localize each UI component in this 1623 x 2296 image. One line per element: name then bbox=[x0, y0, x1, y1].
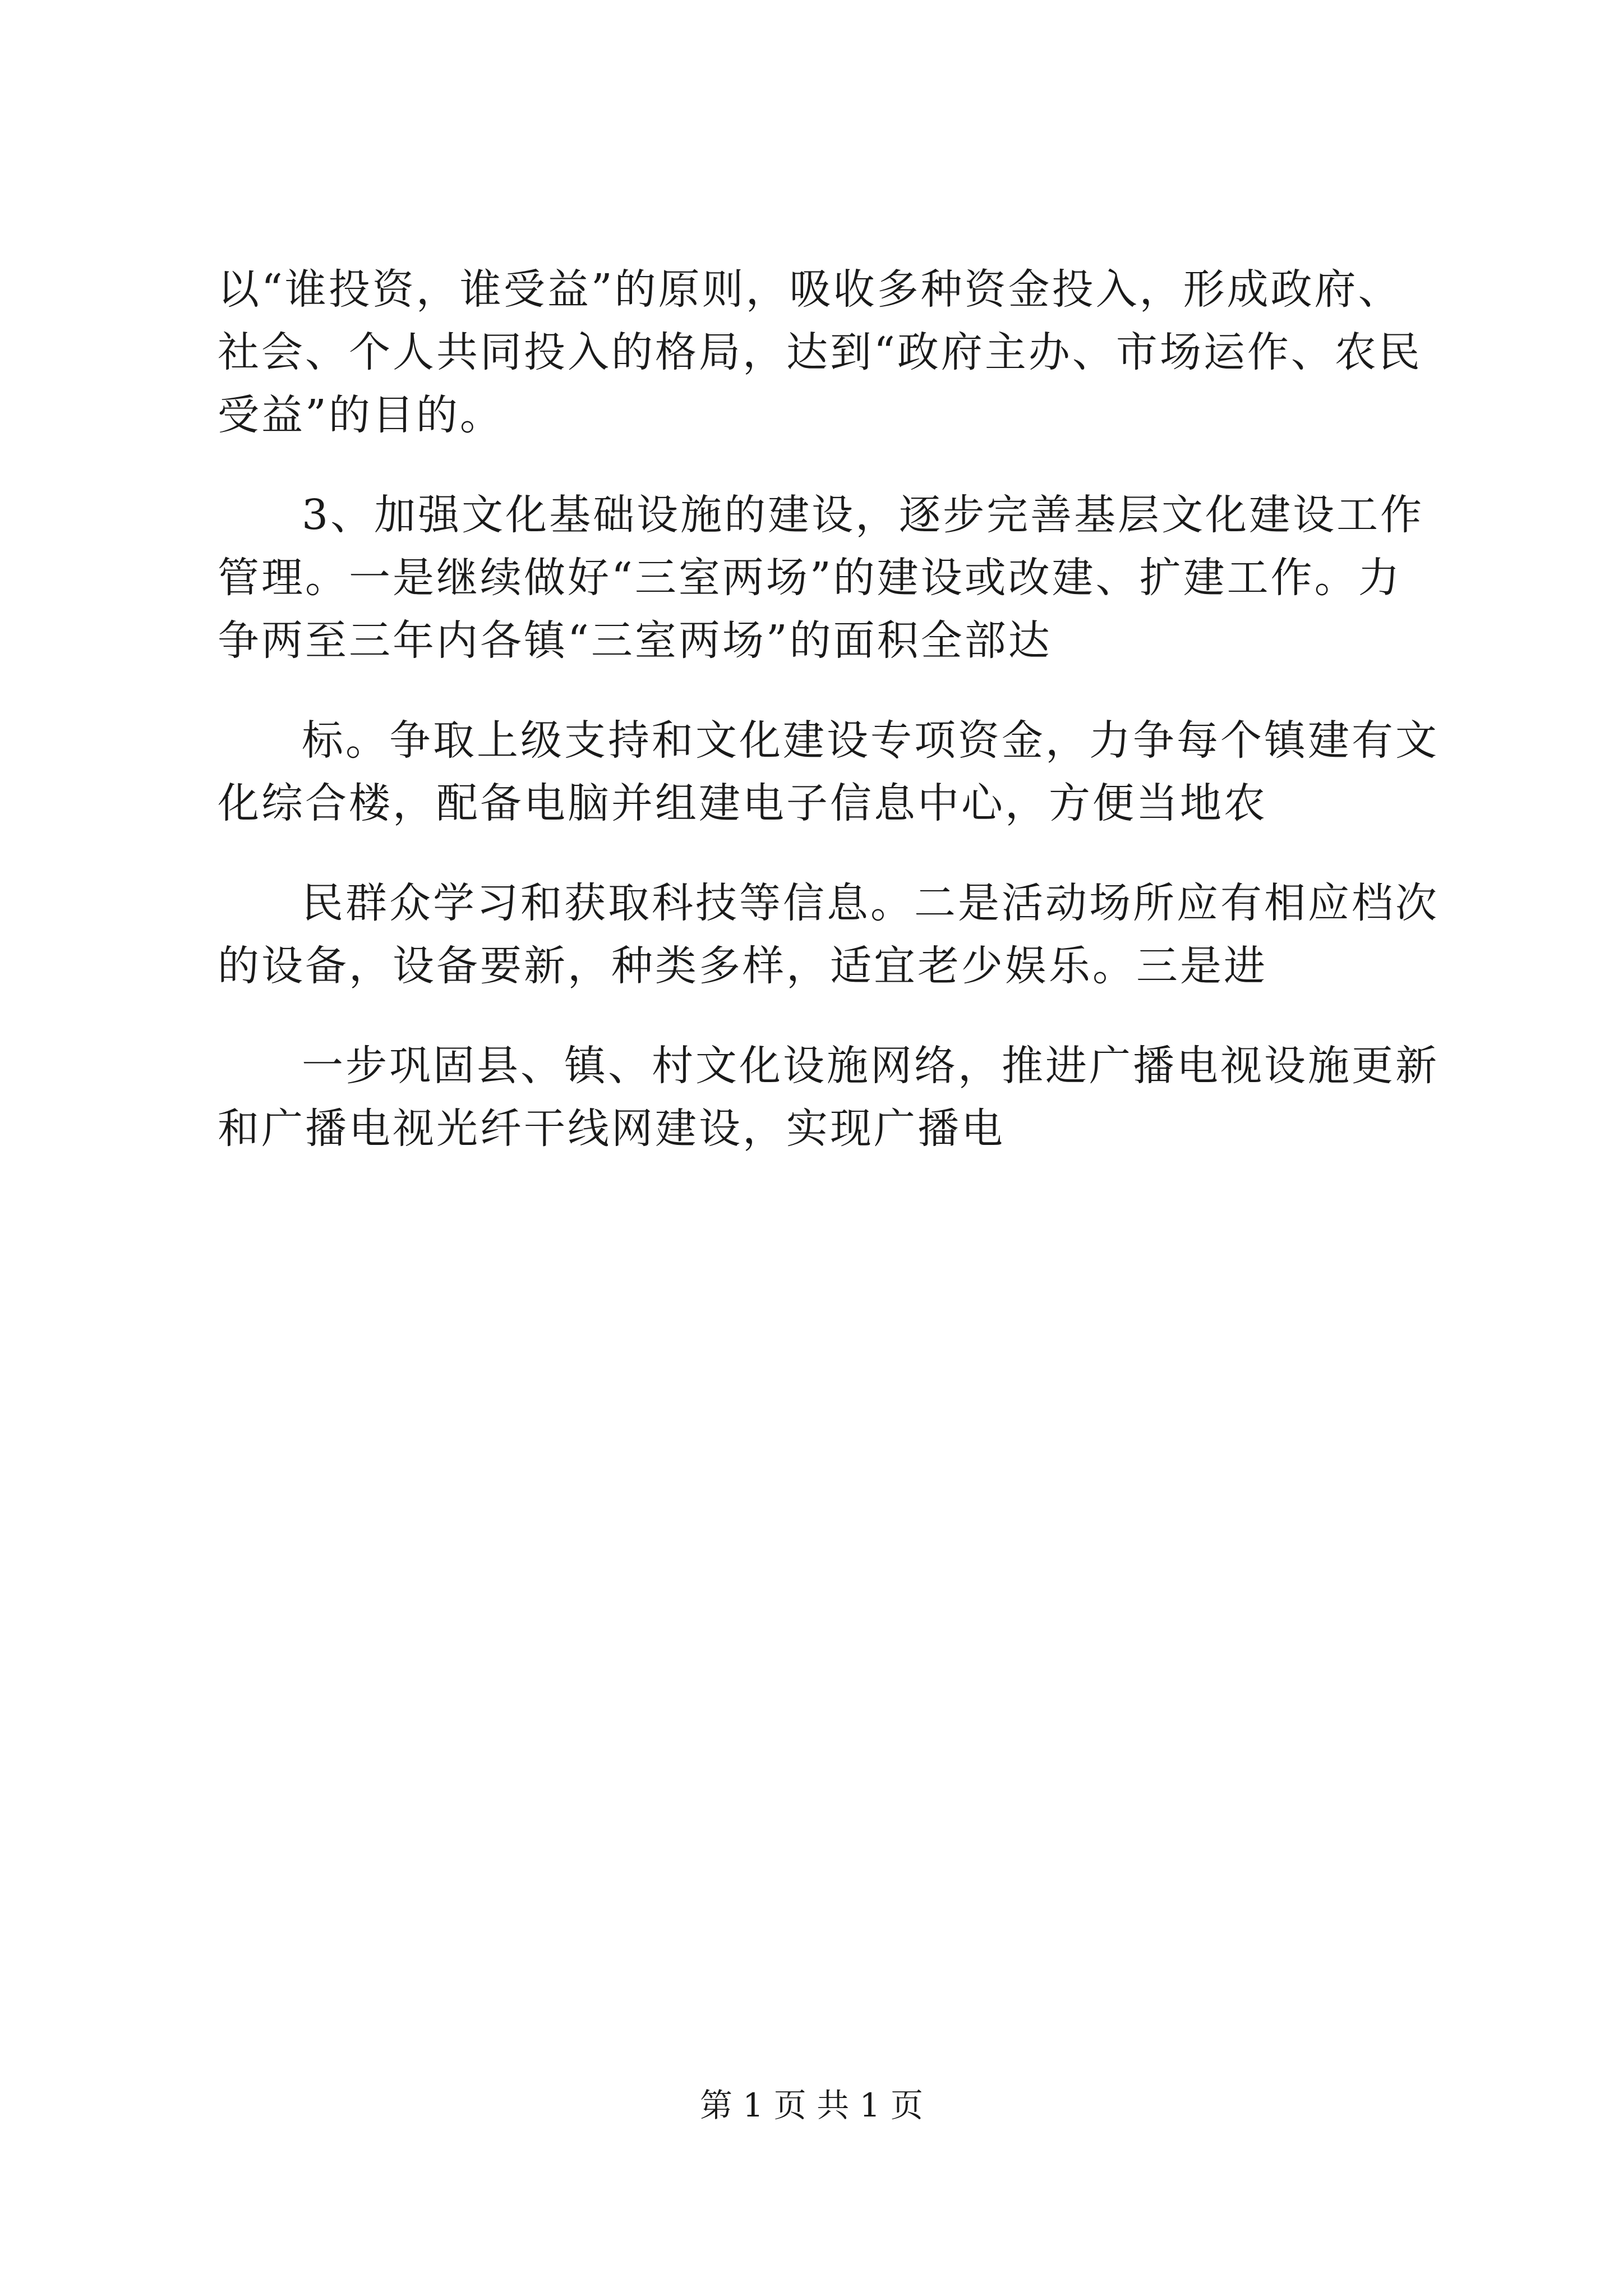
page-footer: 第 1 页 共 1 页 bbox=[700, 2086, 923, 2124]
document-body bbox=[218, 258, 1440, 1160]
text-line: 民群众学习和获取科技等信息。二是活动场所应有相应档次 bbox=[302, 879, 1439, 927]
text-line: 受益”的目的。 bbox=[218, 391, 504, 439]
text-line: 争两至三年内各镇“三室两场”的面积全部达 bbox=[218, 616, 1052, 665]
text-line: 以“谁投资，谁受益”的原则，吸收多种资金投入，形成政府、 bbox=[218, 265, 1402, 314]
text-line: 化综合楼，配备电脑并组建电子信息中心，方便当地农 bbox=[218, 779, 1267, 827]
text-line: 管理。一是继续做好“三室两场”的建设或改建、扩建工作。力 bbox=[218, 554, 1402, 602]
text-line: 和广播电视光纤干线网建设，实现广播电 bbox=[218, 1105, 1005, 1153]
text-line: 3、加强文化基础设施的建设，逐步完善基层文化建设工作 bbox=[302, 491, 1424, 539]
text-line: 的设备，设备要新，种类多样，适宜老少娱乐。三是进 bbox=[218, 942, 1267, 990]
text-line: 社会、个人共同投入的格局，达到“政府主办、市场运作、农民 bbox=[218, 328, 1422, 376]
text-line: 标。争取上级支持和文化建设专项资金，力争每个镇建有文 bbox=[302, 716, 1439, 765]
text-line: 一步巩固县、镇、村文化设施网络，推进广播电视设施更新 bbox=[302, 1042, 1439, 1090]
